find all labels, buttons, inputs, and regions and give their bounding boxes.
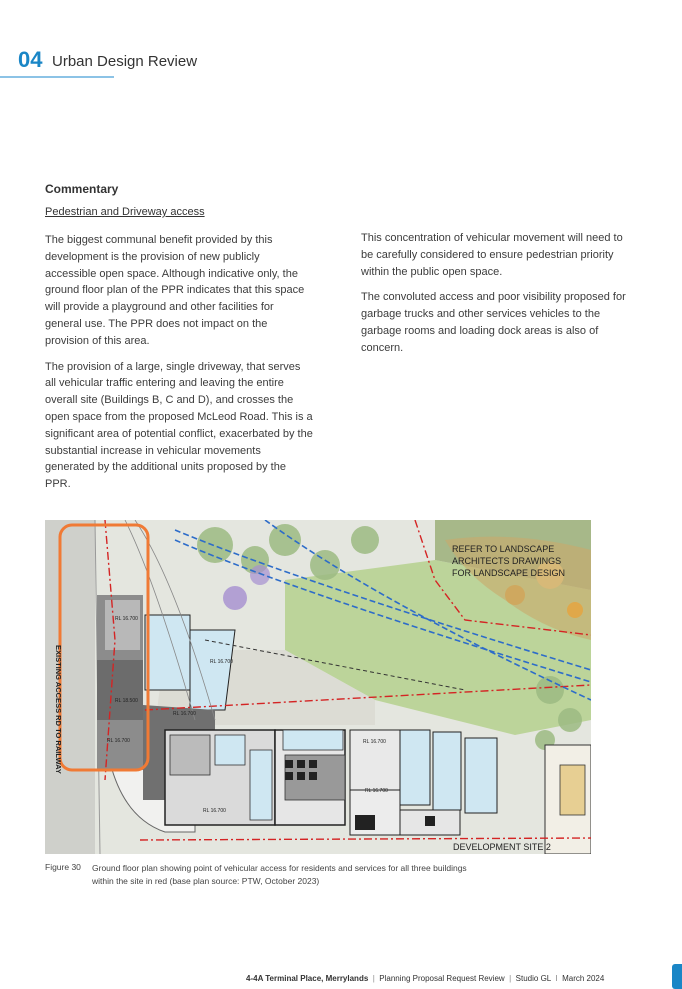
site-plan-image	[45, 520, 591, 854]
paragraph: This concentration of vehicular movement will need to be carefully considered to ensure pedestrian priority within the public open space.	[361, 232, 623, 278]
rl-label: RL 18.500	[115, 698, 138, 704]
ground-floor-plan-figure	[45, 520, 591, 854]
rl-label: RL 16.700	[115, 616, 138, 622]
development-site-label: DEVELOPMENT SITE 2	[453, 842, 551, 852]
rl-label: RL 16.700	[363, 739, 386, 745]
commentary-heading: Commentary	[45, 182, 119, 196]
footer-separator: |	[372, 974, 375, 983]
rl-label: RL 16.700	[365, 788, 388, 794]
rl-label: RL 16.700	[210, 659, 233, 665]
footer-date: March 2024	[562, 974, 605, 983]
figure-caption-text: Ground floor plan showing point of vehicular access for residents and services for all three buildings within the site in red (base plan source: PTW, October 2023)	[92, 863, 467, 886]
rl-label: RL 16.700	[203, 808, 226, 814]
left-column	[45, 232, 313, 502]
rl-label: RL 16.700	[107, 738, 130, 744]
right-column	[361, 230, 637, 366]
existing-access-label: EXISTING ACCESS RD TO RAILWAY	[54, 645, 63, 774]
landscape-note-line: REFER TO LANDSCAPE	[452, 544, 555, 554]
footer-org: Studio GL	[515, 974, 551, 983]
footer-address: 4-4A Terminal Place, Merrylands	[246, 974, 369, 983]
footer-separator: I	[555, 974, 558, 983]
page-footer	[246, 974, 604, 983]
figure-caption-label: Figure 30	[45, 862, 81, 872]
landscape-note-line: FOR LANDSCAPE DESIGN	[452, 568, 566, 578]
section-title: Urban Design Review	[52, 53, 198, 70]
paragraph: The biggest communal benefit provided by this development is the provision of new publicly accessible open space. Although indicative only, the ground floor plan of the PPR indicates that this space will provide a playground and other facilities for general use. The PPR does not impact on the provision of this area.	[45, 234, 305, 347]
rl-label: RL 16.700	[173, 711, 196, 717]
footer-separator: |	[509, 974, 512, 983]
header-rule	[0, 76, 114, 78]
section-number: 04	[18, 47, 43, 72]
paragraph: The convoluted access and poor visibility proposed for garbage trucks and other services vehicles to the garbage rooms and loading dock areas is also of concern.	[361, 291, 626, 354]
paragraph: The provision of a large, single driveway, that serves all vehicular traffic entering and leaving the entire overall site (Buildings B, C and D), and crosses the open space from the proposed McLeod Road. This is a significant area of potential conflict, exacerbated by the substantial increase in vehicular movements generated by the additional units proposed by the PPR.	[45, 360, 313, 491]
page-tab	[672, 964, 682, 989]
commentary-subheading: Pedestrian and Driveway access	[45, 206, 205, 218]
landscape-note-line: ARCHITECTS DRAWINGS	[452, 556, 562, 566]
footer-document: Planning Proposal Request Review	[379, 974, 505, 983]
